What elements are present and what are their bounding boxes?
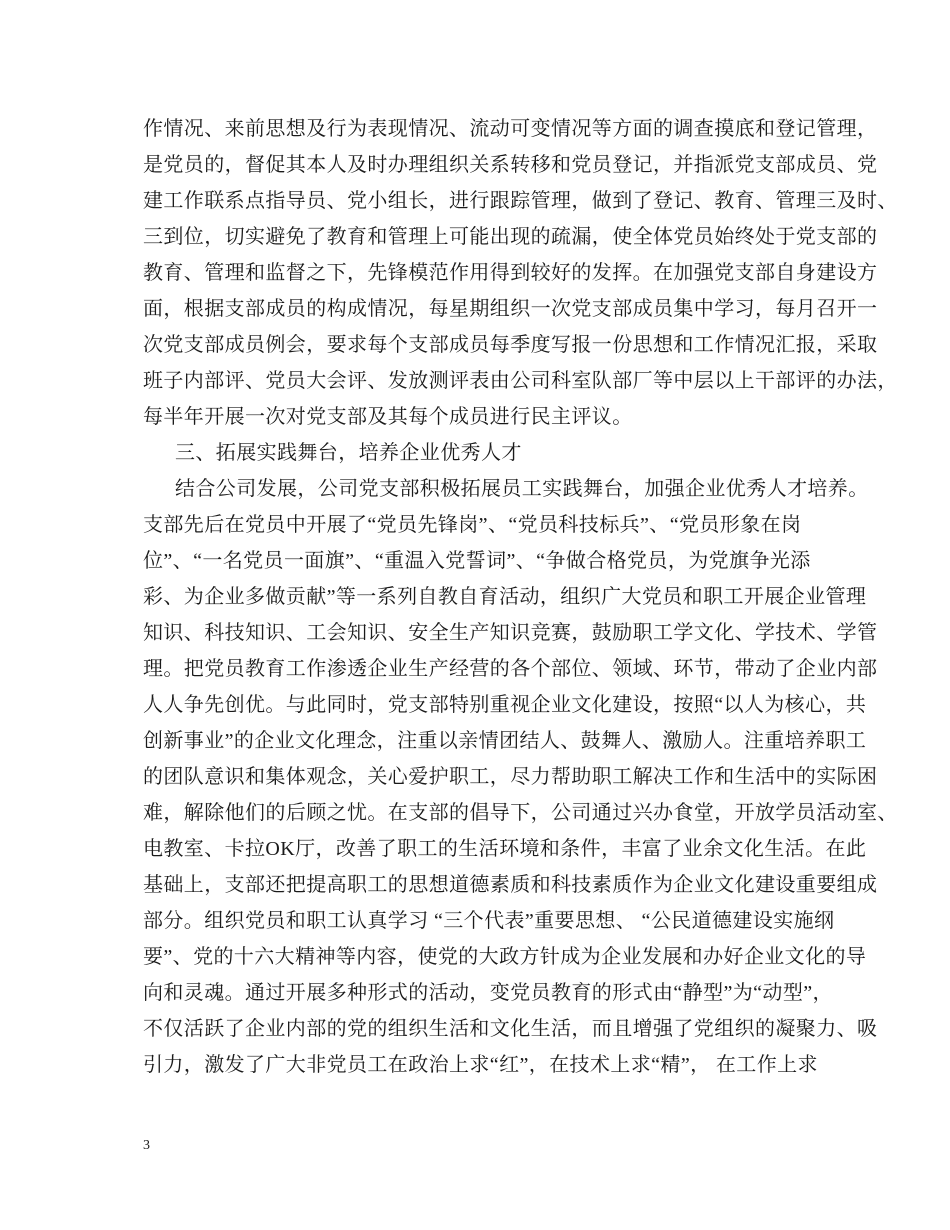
body-text-line: 教育、管理和监督之下，先锋模范作用得到较好的发挥。在加强党支部自身建设方 — [143, 262, 878, 284]
body-text-line: 位”、“一名党员一面旗”、“重温入党誓词”、“争做合格党员，为党旗争光添 — [143, 550, 811, 572]
section-heading: 三、拓展实践舞台，培养企业优秀人才 — [175, 442, 522, 464]
body-text-line: 难，解除他们的后顾之忧。在支部的倡导下，公司通过兴办食堂，开放学员活动室、 — [143, 802, 898, 824]
body-text-line: 电教室、卡拉OK厅，改善了职工的生活环境和条件，丰富了业余文化生活。在此 — [143, 838, 867, 860]
body-text-line: 知识、科技知识、工会知识、安全生产知识竞赛，鼓励职工学文化、学技术、学管 — [143, 622, 878, 644]
body-text-line: 引力，激发了广大非党员工在政治上求“红”，在技术上求“精”， 在工作上求 — [143, 1054, 818, 1076]
body-text-line: 的团队意识和集体观念，关心爱护职工，尽力帮助职工解决工作和生活中的实际困 — [143, 766, 878, 788]
body-text-line: 次党支部成员例会，要求每个支部成员每季度写报一份思想和工作情况汇报，采取 — [143, 334, 878, 356]
body-text-line: 建工作联系点指导员、党小组长，进行跟踪管理，做到了登记、教育、管理三及时、 — [143, 190, 898, 212]
page-number: 3 — [143, 1138, 150, 1153]
body-text-line: 部分。组织党员和职工认真学习 “三个代表”重要思想、 “公民道德建设实施纲 — [143, 910, 835, 932]
body-text-line: 彩、为企业多做贡献”等一系列自教自育活动，组织广大党员和职工开展企业管理 — [143, 586, 867, 608]
body-text-line: 创新事业”的企业文化理念，注重以亲情团结人、鼓舞人、激励人。注重培养职工 — [143, 730, 867, 752]
body-text-line: 面，根据支部成员的构成情况，每星期组织一次党支部成员集中学习，每月召开一 — [143, 298, 878, 320]
body-text-line: 支部先后在党员中开展了“党员先锋岗”、“党员科技标兵”、“党员形象在岗 — [143, 514, 802, 536]
body-text-line: 是党员的，督促其本人及时办理组织关系转移和党员登记，并指派党支部成员、党 — [143, 154, 878, 176]
body-text-line: 班子内部评、党员大会评、发放测评表由公司科室队部厂等中层以上干部评的办法， — [143, 370, 898, 392]
body-text-line: 基础上，支部还把提高职工的思想道德素质和科技素质作为企业文化建设重要组成 — [143, 874, 878, 896]
body-text-line: 理。把党员教育工作渗透企业生产经营的各个部位、领域、环节，带动了企业内部 — [143, 658, 878, 680]
body-text-line: 每半年开展一次对党支部及其每个成员进行民主评议。 — [143, 406, 633, 428]
body-text-line: 人人争先创优。与此同时，党支部特别重视企业文化建设，按照“以人为核心，共 — [143, 694, 867, 716]
body-text-line: 不仅活跃了企业内部的党的组织生活和文化生活，而且增强了党组织的凝聚力、吸 — [143, 1018, 878, 1040]
body-text-line: 向和灵魂。通过开展多种形式的活动，变党员教育的形式由“静型”为“动型”， — [143, 982, 833, 1004]
body-text-line: 作情况、来前思想及行为表现情况、流动可变情况等方面的调查摸底和登记管理， — [143, 118, 878, 140]
body-text-line: 要”、党的十六大精神等内容，使党的大政方针成为企业发展和办好企业文化的导 — [143, 946, 867, 968]
body-text-line: 三到位，切实避免了教育和管理上可能出现的疏漏，使全体党员始终处于党支部的 — [143, 226, 878, 248]
paragraph-first-line: 结合公司发展，公司党支部积极拓展员工实践舞台，加强企业优秀人才培养。 — [175, 478, 869, 500]
